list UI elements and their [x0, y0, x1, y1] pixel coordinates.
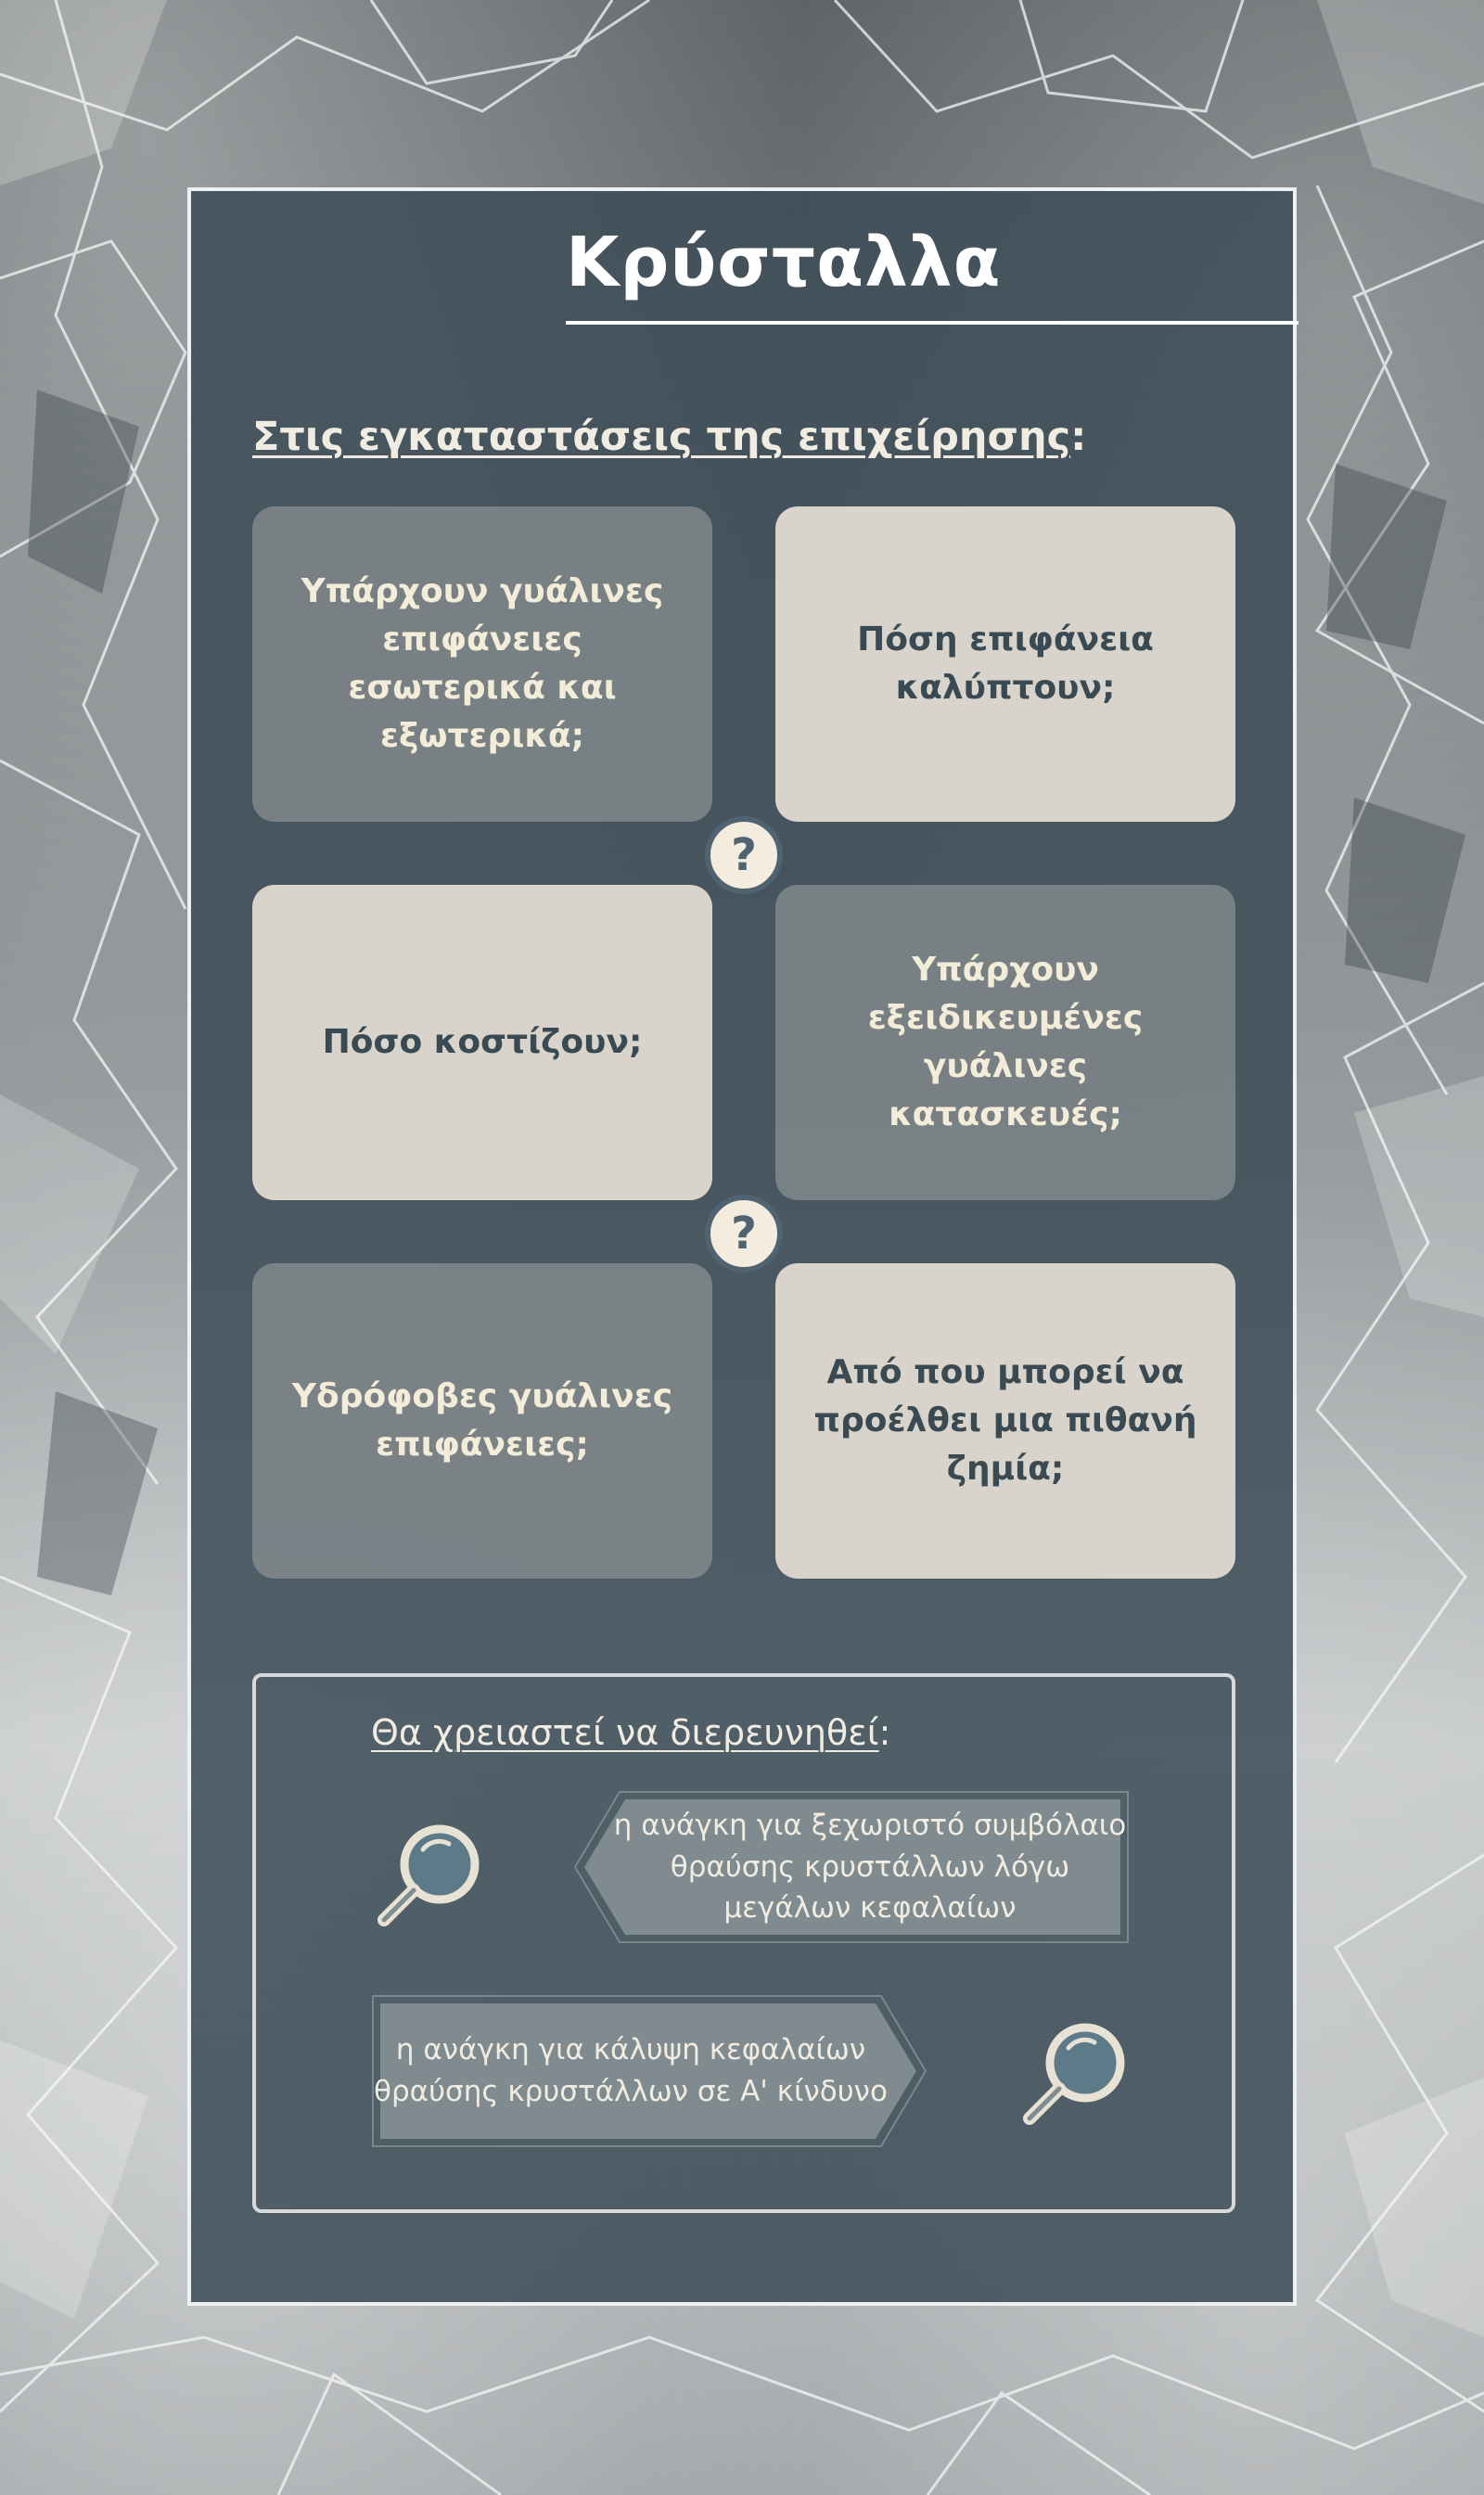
facility-heading-text: Στις εγκαταστάσεις της επιχείρησης: [252, 414, 1071, 460]
question-card-text: Υδρόφοβες γυάλινες επιφάνειες;: [291, 1376, 673, 1464]
question-mark-icon: ?: [705, 1195, 783, 1273]
question-card: [252, 506, 712, 822]
facility-heading-colon: :: [1070, 414, 1087, 460]
question-card-text: Πόση επιφάνεια καλύπτουν;: [857, 620, 1154, 707]
question-mark-icon: ?: [705, 816, 783, 894]
content-panel: [187, 187, 1297, 2306]
investigation-item: [573, 1790, 1130, 1944]
question-card: [252, 885, 712, 1200]
investigation-heading-colon: :: [878, 1712, 891, 1753]
question-card: [252, 1263, 712, 1579]
question-card: [775, 885, 1235, 1200]
investigation-heading-text: Θα χρειαστεί να διερευνηθεί: [371, 1712, 879, 1753]
page-title: Κρύσταλλα: [566, 223, 1002, 302]
question-card: [775, 1263, 1235, 1579]
investigation-item-text: η ανάγκη για ξεχωριστό συμβόλαιο θραύσης κρυστάλλων λόγω μεγάλων κεφαλαίων: [613, 1808, 1127, 1926]
question-card-text: Υπάρχουν εξειδικευμένες γυάλινες κατασκευές;: [867, 950, 1144, 1134]
question-card-text: Από που μπορεί να προέλθει μια πιθανή ζημία;: [813, 1352, 1197, 1489]
investigation-item: [371, 1994, 928, 2148]
magnifier-icon: [1015, 2013, 1135, 2133]
title-underline: [566, 321, 1298, 325]
magnifier-icon: [369, 1814, 490, 1935]
investigation-item-text: η ανάγκη για κάλυψη κεφαλαίων θραύσης κρυστάλλων σε Α' κίνδυνο: [374, 2033, 888, 2108]
question-card-text: Υπάρχουν γυάλινες επιφάνειες εσωτερικά και εξωτερικά;: [301, 571, 664, 756]
facility-heading: [252, 414, 1086, 460]
question-card-text: Πόσο κοστίζουν;: [322, 1022, 643, 1061]
investigation-heading: [371, 1712, 890, 1753]
question-card: [775, 506, 1235, 822]
investigation-box: [252, 1673, 1235, 2213]
